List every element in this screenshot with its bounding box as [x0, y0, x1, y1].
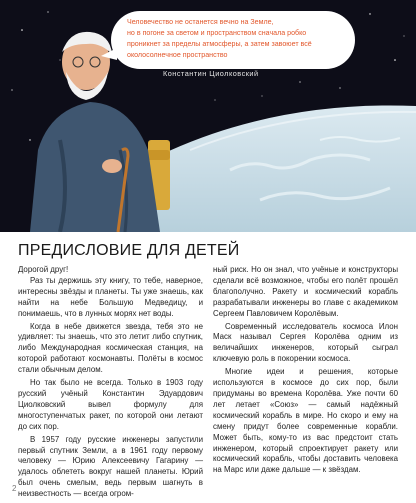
page-number: 2 — [12, 484, 17, 493]
paragraph: Современный исследователь космоса Илон Маск называл Сергея Королёва одним из величайших инженеров, который сыграл ключевую роль в покорении космоса. — [213, 321, 398, 364]
text-column-left — [18, 265, 203, 500]
quote-line: Человечество не останется вечно на Земле, — [127, 18, 274, 26]
quote-line: но в погоне за светом и пространством сначала робко — [127, 29, 307, 37]
text-column-right — [213, 265, 398, 476]
greeting: Дорогой друг! — [18, 265, 69, 274]
quote-bubble — [111, 11, 355, 69]
quote-line: околосолнечное пространство — [127, 51, 228, 59]
paragraph: Когда в небе движется звезда, тебя это не удивляет: ты знаешь, что это летит либо спутник, либо Международная космическая станция, на которой работают космонавты. Полёты в космос стали обычным делом. — [18, 321, 203, 375]
quote-author: Константин Циолковский — [163, 69, 259, 78]
paragraph: ный риск. Но он знал, что учёные и конструкторы сделали всё возможное, чтобы его полёт прошёл благополучно. Ракету и космический корабль разрабатывали инженеры во главе с академиком Сергеем Павловичем Королёвым. — [213, 265, 398, 318]
paragraph: Раз ты держишь эту книгу, то тебе, наверное, интересны звёзды и планеты. Ты уже знаешь, как найти на небе Большую Медведицу, и понимаешь, что в лунных морях нет воды. — [18, 275, 203, 318]
paragraph: В 1957 году русские инженеры запустили первый спутник Земли, а в 1961 году первому человеку — Юрию Алексеевичу Гагарину — удалось облететь вокруг нашей планеты. Юрий был очень смелым, ведь первым шагнуть в неизвестность — всегда огром- — [18, 434, 203, 499]
section-title: ПРЕДИСЛОВИЕ ДЛЯ ДЕТЕЙ — [18, 242, 240, 259]
paragraph: Многие идеи и решения, которые используются в космосе до сих пор, были придуманы во времена Королёва. Уже почти 60 лет летает «Союз» — самый надёжный космический корабль в мире. Но скоро и ему на смену придут более современные корабли. Может быть, кому-то из вас предстоит стать инженером, который спроектирует ракету или космический корабль, чтобы доставить человека на Марс или даже дальше — к звёздам. — [213, 367, 398, 475]
quote-line: проникнет за пределы атмосферы, а затем завоюет всё — [127, 40, 312, 48]
paragraph: Но так было не всегда. Только в 1903 году русский учёный Константин Эдуардович Циолковский вывел формулу для многоступенчатых ракет, по которой они летают до сих пор. — [18, 378, 203, 431]
cover-illustration — [0, 0, 416, 232]
